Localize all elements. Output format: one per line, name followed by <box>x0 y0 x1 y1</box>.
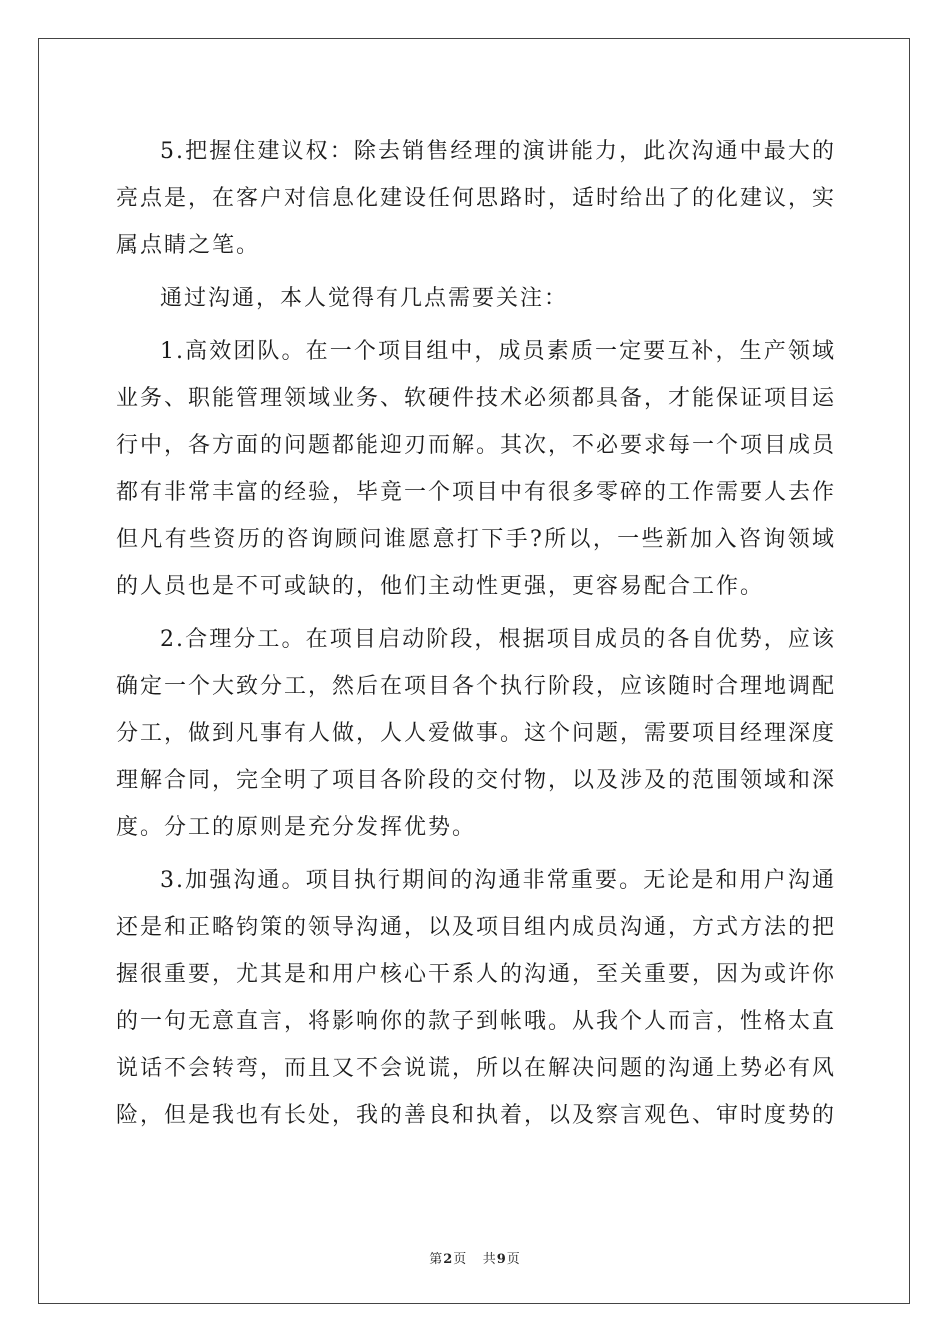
paragraph-efficient-team: 1.高效团队。在一个项目组中，成员素质一定要互补，生产领域业务、职能管理领域业务、软硬件技术必须都具备，才能保证项目运行中，各方面的问题都能迎刃而解。其次，不必要求每一个项目成员都有非常丰富的经验，毕竟一个项目中有很多零碎的工作需要人去作但凡有些资历的咨询顾问谁愿意打下手?所以，一些新加入咨询领域的人员也是不可或缺的，他们主动性更强，更容易配合工作。 <box>116 339 837 599</box>
footer-page-suffix: 页 <box>453 1252 468 1267</box>
footer-page-current: 2 <box>443 1252 454 1267</box>
footer-page-prefix: 第 <box>429 1252 444 1267</box>
document-body <box>116 128 836 1145</box>
paragraph-suggestion-right: 5.把握住建议权：除去销售经理的演讲能力，此次沟通中最大的亮点是，在客户对信息化建设任何思路时，适时给出了的化建议，实属点睛之笔。 <box>116 139 837 258</box>
paragraph-communication: 3.加强沟通。项目执行期间的沟通非常重要。无论是和用户沟通还是和正略钧策的领导沟通，以及项目组内成员沟通，方式方法的把握很重要，尤其是和用户核心干系人的沟通，至关重要，因为或许你的一句无意直言，将影响你的款子到帐哦。从我个人而言，性格太直说话不会转弯，而且又不会说谎，所以在解决问题的沟通上势必有风险，但是我也有长处，我的善良和执着，以及察言观色、审时度势的 <box>116 868 837 1128</box>
paragraph-intro-points: 通过沟通，本人觉得有几点需要关注： <box>160 286 569 311</box>
page-footer <box>0 1248 950 1267</box>
paragraph-division-of-labor: 2.合理分工。在项目启动阶段，根据项目成员的各自优势，应该确定一个大致分工，然后在项目各个执行阶段，应该随时合理地调配分工，做到凡事有人做，人人爱做事。这个问题，需要项目经理深度理解合同，完全明了项目各阶段的交付物，以及涉及的范围领域和深度。分工的原则是充分发挥优势。 <box>116 627 837 840</box>
footer-total-suffix: 页 <box>506 1252 521 1267</box>
footer-page-total: 9 <box>496 1252 507 1267</box>
footer-total-prefix: 共 <box>482 1252 497 1267</box>
